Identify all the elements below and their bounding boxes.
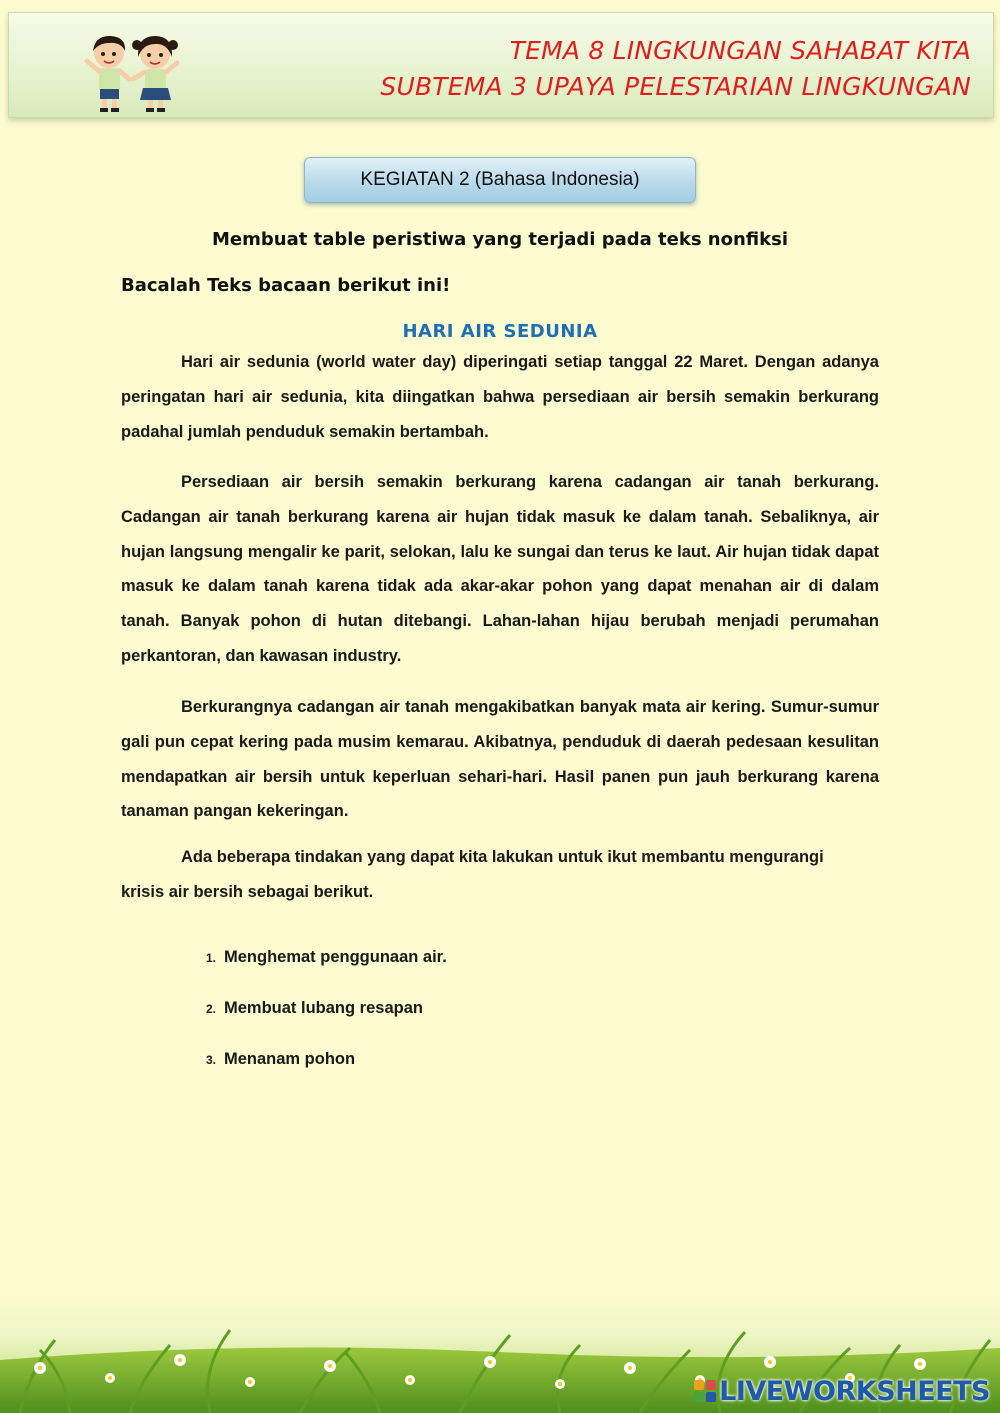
- subtheme-line: SUBTEMA 3 UPAYA PELESTARIAN LINGKUNGAN: [380, 72, 971, 101]
- instruction-read: Bacalah Teks bacaan berikut ini!: [121, 275, 451, 296]
- liveworksheets-watermark[interactable]: [694, 1376, 990, 1407]
- action-number: 1.: [206, 951, 217, 965]
- paragraph-4: Ada beberapa tindakan yang dapat kita lakukan untuk ikut membantu mengurangi krisis air bersih sebagai berikut.: [121, 848, 824, 901]
- action-item-3: [206, 1050, 355, 1069]
- action-item-1: [206, 948, 447, 967]
- paragraph-2: Persediaan air bersih semakin berkurang karena cadangan air tanah berkurang. Cadangan air tanah berkurang karena air hujan tidak masuk ke dalam tanah. Sebaliknya, air hujan langsung mengalir ke parit, selokan, lalu ke sungai dan terus ke laut. Air hujan tidak dapat masuk ke dalam tanah karena tidak ada akar-akar pohon yang dapat menahan air di dalam tanah. Banyak pohon di hutan ditebangi. Lahan-lahan hijau berubah menjadi perumahan perkantoran, dan kawasan industry.: [121, 473, 879, 665]
- action-item-2: [206, 999, 423, 1018]
- header-title: [380, 33, 971, 105]
- theme-line: TEMA 8 LINGKUNGAN SAHABAT KITA: [509, 36, 971, 65]
- story-title: HARI AIR SEDUNIA: [402, 321, 598, 342]
- action-text: Menghemat penggunaan air.: [224, 948, 447, 966]
- instruction-title: Membuat table peristiwa yang terjadi pada teks nonfiksi: [212, 229, 788, 250]
- action-text: Menanam pohon: [224, 1050, 356, 1068]
- paragraph-1: Hari air sedunia (world water day) diperingati setiap tanggal 22 Maret. Dengan adanya peringatan hari air sedunia, kita diingatkan bahwa persediaan air bersih semakin berkurang padahal jumlah penduduk semakin bertambah.: [121, 353, 879, 441]
- activity-label-box: [304, 157, 696, 203]
- liveworksheets-logo-icon: [694, 1380, 716, 1402]
- action-number: 3.: [206, 1053, 217, 1067]
- activity-label: KEGIATAN 2 (Bahasa Indonesia): [360, 169, 640, 190]
- action-text: Membuat lubang resapan: [224, 999, 423, 1017]
- paragraph-3: Berkurangnya cadangan air tanah mengakibatkan banyak mata air kering. Sumur-sumur gali pun cepat kering pada musim kemarau. Akibatnya, penduduk di daerah pedesaan kesulitan mendapatkan air bersih untuk keperluan sehari-hari. Hasil panen pun jauh berkurang karena tanaman pangan kekeringan.: [121, 698, 879, 821]
- watermark-text: LIVEWORKSHEETS: [719, 1376, 990, 1407]
- action-number: 2.: [206, 1002, 217, 1016]
- header-banner: [8, 12, 994, 118]
- children-illustration: [77, 31, 187, 117]
